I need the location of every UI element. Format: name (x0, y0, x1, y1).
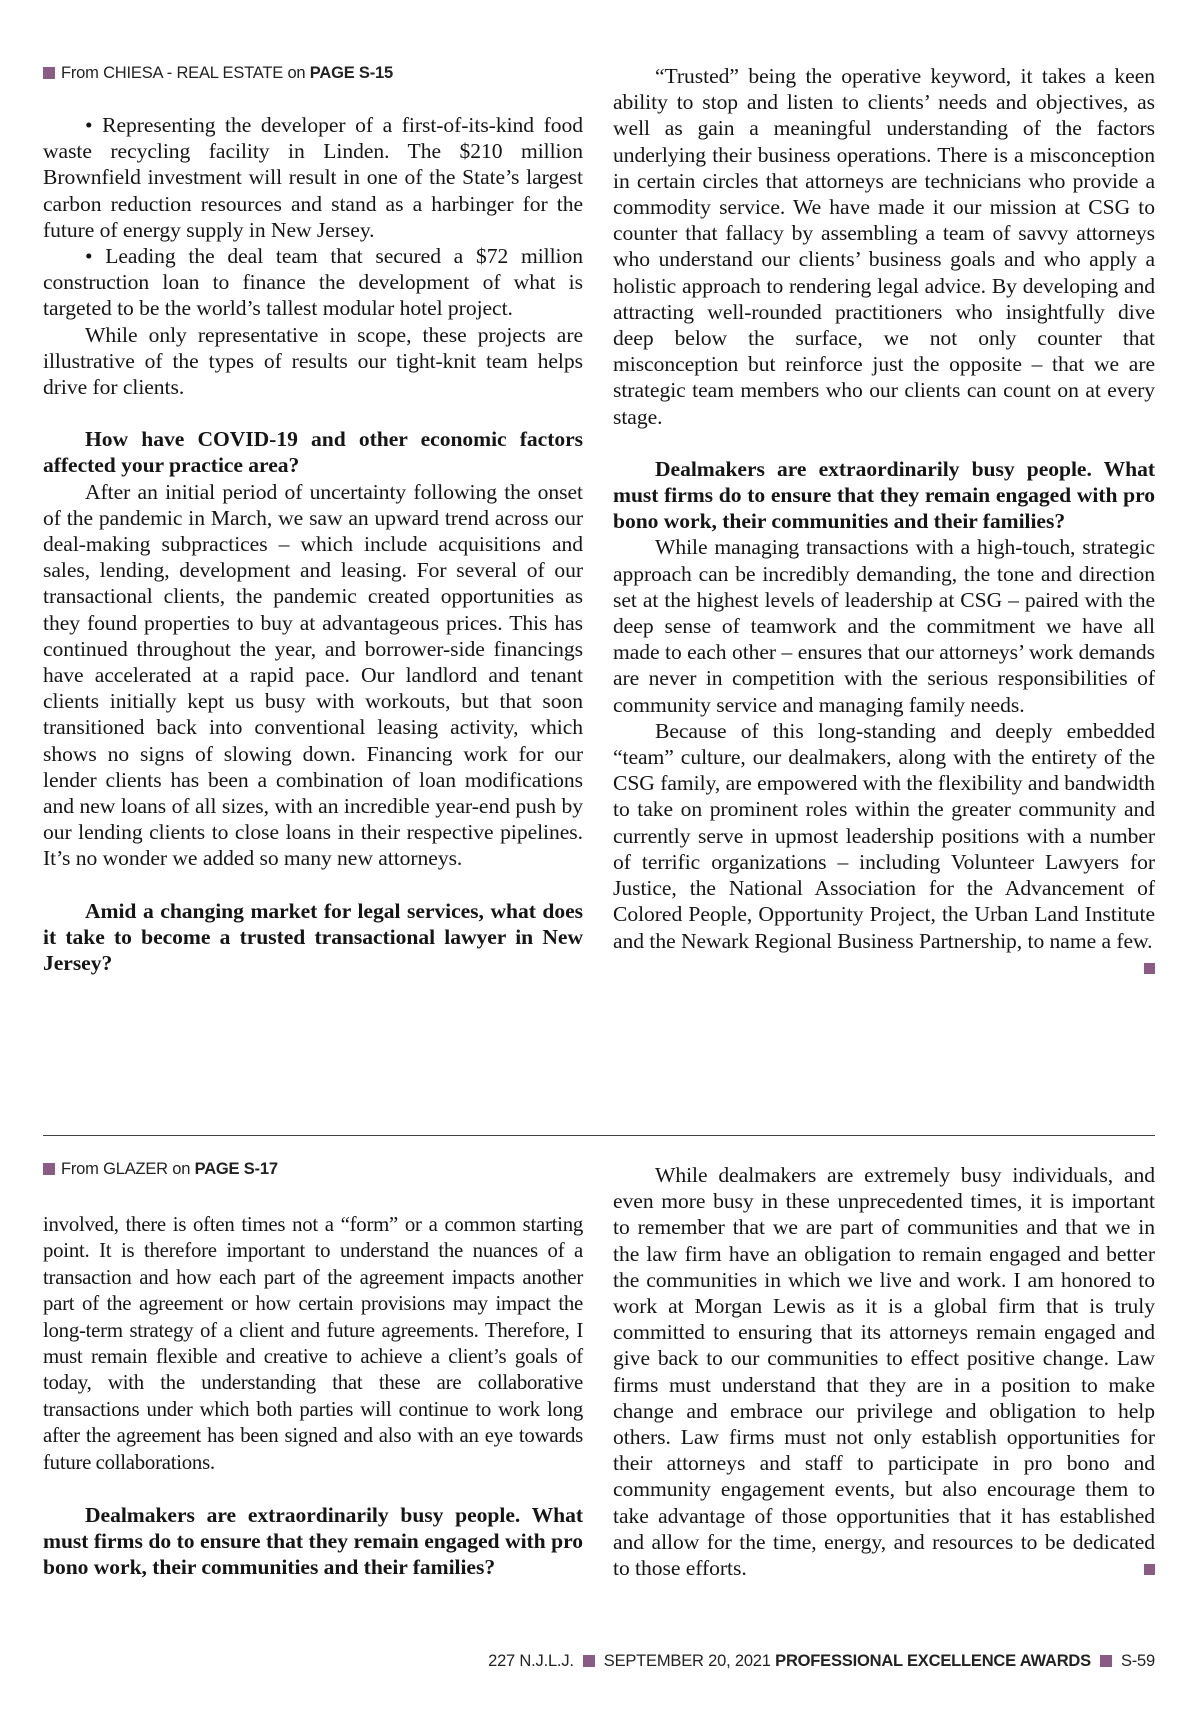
paragraph-text: Because of this long-standing and deeply embedded “team” culture, our dealmakers, along with the entirety of the CSG family, are empowered with the flexibility and bandwidth to take on prominent roles within the greater community and currently serve in upmost leadership positions with a number of terrific organizations – including Volunteer Lawyers for Justice, the National Association for the Advancement of Colored People, Opportunity Project, the Urban Land Institute and the Newark Regional Business Partnership, to name a few. (613, 718, 1155, 953)
paragraph: While only representative in scope, these projects are illustrative of the types of results our tight-knit team helps drive for clients. (43, 322, 583, 400)
accent-square-icon (43, 1163, 55, 1175)
question-heading: Dealmakers are extraordinarily busy people. What must firms do to ensure that they remain engaged with pro bono work, their communities and their families? (43, 1503, 583, 1580)
glazer-right-column (613, 1162, 1155, 1581)
paragraph: involved, there is often times not a “form” or a common starting point. It is therefore important to understand the nuances of a transaction and how each part of the agreement impacts another part of the agreement or how certain provisions may impact the long-term strategy of a client and future agreements. Therefore, I must remain flexible and creative to achieve a client’s goals of today, with the understanding that these are collaborative transactions under which both parties will continue to work long after the agreement has been signed and also with an eye towards future collaborations. (43, 1213, 583, 1474)
section-divider (43, 1135, 1155, 1136)
chiesa-right-column (613, 63, 1155, 974)
accent-square-icon (1100, 1655, 1112, 1667)
question-heading: Amid a changing market for legal services, what does it take to become a trusted transactional lawyer in New Jersey? (43, 898, 583, 976)
continuation-label-chiesa (43, 64, 393, 83)
from-page: PAGE S-15 (309, 64, 393, 82)
page-footer (488, 1652, 1155, 1671)
glazer-left-column (43, 1212, 583, 1581)
question-heading: How have COVID-19 and other economic factors affected your practice area? (43, 427, 583, 478)
publication-volume: 227 N.J.L.J. (488, 1652, 574, 1670)
accent-square-icon (43, 67, 55, 79)
from-label: From GLAZER on (61, 1160, 191, 1178)
end-mark-icon (1144, 963, 1155, 974)
question-heading: Dealmakers are extraordinarily busy people. What must firms do to ensure that they remain engaged with pro bono work, their communities and their families? (613, 456, 1155, 534)
from-page: PAGE S-17 (194, 1160, 278, 1178)
continuation-label-glazer (43, 1160, 278, 1179)
issue-date: SEPTEMBER 20, 2021 (603, 1652, 771, 1670)
from-label: From CHIESA - REAL ESTATE on (61, 64, 306, 82)
paragraph (613, 1162, 1155, 1581)
section-title: PROFESSIONAL EXCELLENCE AWARDS (775, 1652, 1091, 1670)
chiesa-left-column (43, 112, 583, 976)
page-number: S-59 (1120, 1652, 1155, 1670)
paragraph: After an initial period of uncertainty following the onset of the pandemic in March, we saw an upward trend across our deal-making subpractices – which include acquisitions and sales, lending, development and leasing. For several of our transactional clients, the pandemic created opportunities as they found properties to buy at advantageous prices. This has continued throughout the year, and borrower-side financings have accelerated at a rapid pace. Our landlord and tenant clients initially kept us busy with workouts, but that soon transitioned back into conventional leasing activity, which shows no signs of slowing down. Financing work for our lender clients has been a combination of loan modifications and new loans of all sizes, with an incredible year-end push by our lending clients to close loans in their respective pipelines. It’s no wonder we added so many new attorneys. (43, 479, 583, 871)
paragraph: • Leading the deal team that secured a $72 million construction loan to finance the development of what is targeted to be the world’s tallest modular hotel project. (43, 244, 583, 321)
accent-square-icon (583, 1655, 595, 1667)
paragraph: • Representing the developer of a first-of-its-kind food waste recycling facility in Linden. The $210 million Brownfield investment will result in one of the State’s largest carbon reduction resources and stand as a harbinger for the future of energy supply in New Jersey. (43, 113, 583, 242)
end-mark-icon (1144, 1564, 1155, 1575)
paragraph: While managing transactions with a high-touch, strategic approach can be incredibly demanding, the tone and direction set at the highest levels of leadership at CSG – paired with the deep sense of teamwork and the commitment we have all made to each other – ensures that our attorneys’ work demands are never in competition with the serious responsibilities of community service and managing family needs. (613, 535, 1155, 717)
paragraph-text: While dealmakers are extremely busy individuals, and even more busy in these unprecedented times, it is important to remember that we are part of communities and that we in the law firm have an obligation to remain engaged and better the communities in which we live and work. I am honored to work at Morgan Lewis as it is a global firm that is truly committed to ensuring that its attorneys remain engaged and give back to our communities to effect positive change. Law firms must understand that they are in a position to make change and embrace our privilege and obligation to help others. Law firms must not only establish opportunities for their attorneys and staff to participate in pro bono and community engagement events, but also encourage them to take advantage of those opportunities that it has established and allow for the time, energy, and resources to be dedicated to those efforts. (613, 1163, 1155, 1581)
paragraph: “Trusted” being the operative keyword, it takes a keen ability to stop and listen to clients’ needs and objectives, as well as gain a meaningful understanding of the factors underlying their business operations. There is a misconception in certain circles that attorneys are technicians who provide a commodity service. We have made it our mission at CSG to counter that fallacy by assembling a team of savvy attorneys who understand our clients’ business goals and who apply a holistic approach to rendering legal advice. By developing and attracting well-rounded practitioners who insightfully dive deep below the surface, we not only counter that misconception but reinforce just the opposite – that we are strategic team members who our clients can count on at every stage. (613, 64, 1155, 429)
paragraph (613, 718, 1155, 954)
